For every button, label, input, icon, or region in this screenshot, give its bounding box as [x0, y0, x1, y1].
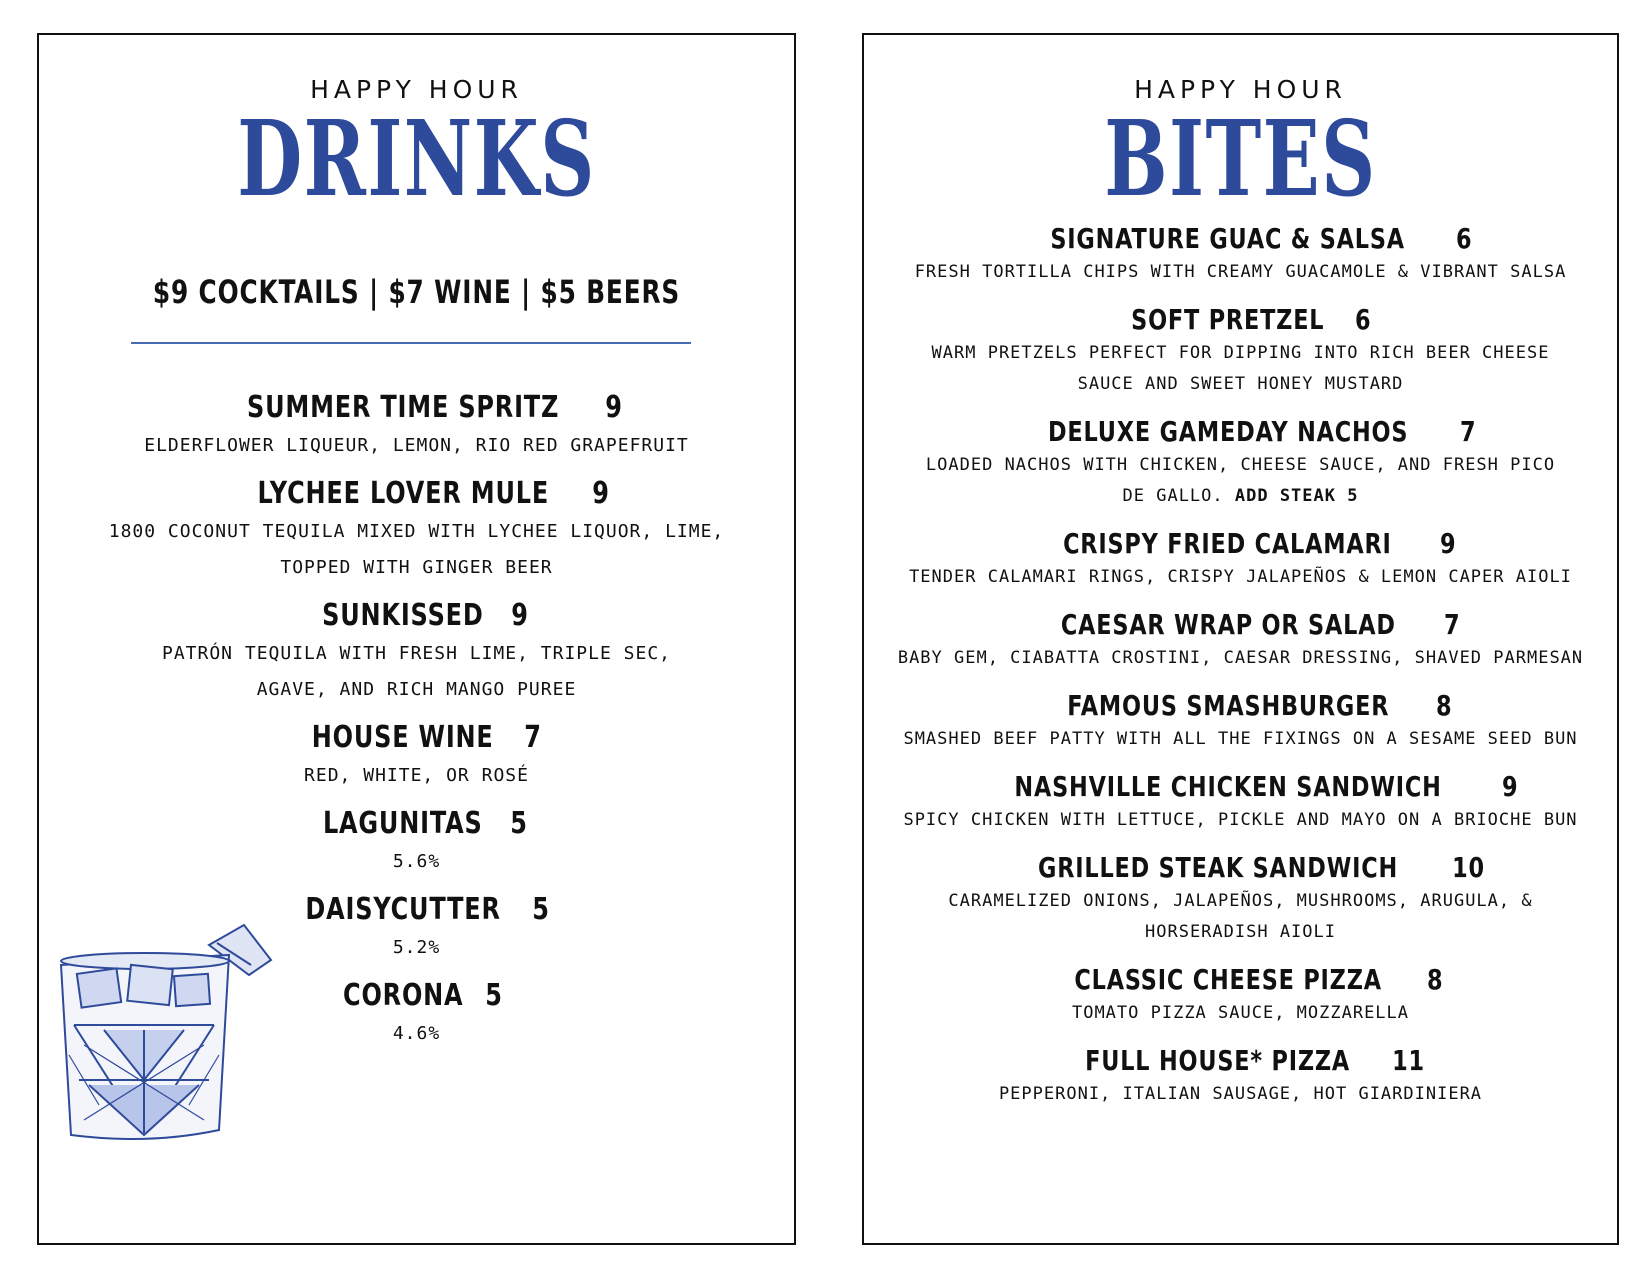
menu-item — [864, 414, 1617, 512]
menu-item-description: PEPPERONI, ITALIAN SAUSAGE, HOT GIARDINIERA — [998, 1084, 1483, 1104]
menu-item-price: 7 — [1459, 415, 1477, 448]
menu-item-name: SUMMER TIME SPRITZ — [247, 390, 560, 425]
menu-item — [864, 526, 1617, 593]
cocktail-glass-icon — [59, 905, 274, 1150]
menu-item-name: NASHVILLE CHICKEN SANDWICH — [1014, 770, 1442, 803]
menu-item-price: 7 — [523, 720, 542, 755]
menu-item-price: 10 — [1451, 851, 1485, 884]
drinks-title: DRINKS — [237, 97, 596, 220]
menu-item-name: CAESAR WRAP OR SALAD — [1060, 608, 1396, 641]
menu-item-name: HOUSE WINE — [312, 720, 495, 755]
menu-item-price: 7 — [1444, 608, 1461, 641]
menu-item-price: 9 — [592, 476, 610, 511]
menu-item-price: 9 — [1440, 527, 1457, 560]
menu-item-price: 6 — [1456, 222, 1473, 255]
menu-item — [864, 962, 1617, 1029]
menu-item-description: 5.6% — [392, 851, 441, 872]
menu-item-price: 8 — [1426, 963, 1444, 996]
menu-item — [864, 302, 1617, 400]
menu-item-description: LOADED NACHOS WITH CHICKEN, CHEESE SAUCE, AND FRESH PICO — [925, 455, 1556, 475]
menu-item — [864, 607, 1617, 674]
menu-item-price: 9 — [605, 390, 623, 425]
menu-item-description: RED, WHITE, OR ROSÉ — [304, 765, 529, 786]
menu-item-description: SAUCE AND SWEET HONEY MUSTARD — [1077, 374, 1404, 394]
menu-item — [864, 688, 1617, 755]
menu-item-description: 1800 COCONUT TEQUILA MIXED WITH LYCHEE LIQUOR, LIME, — [108, 521, 725, 542]
menu-item-name: LYCHEE LOVER MULE — [257, 476, 549, 511]
menu-item-name: CLASSIC CHEESE PIZZA — [1074, 963, 1382, 996]
menu-item-description: TOPPED WITH GINGER BEER — [280, 557, 553, 578]
menu-item-price: 5 — [532, 892, 550, 927]
drinks-menu-panel — [37, 33, 796, 1245]
menu-item — [39, 804, 794, 880]
menu-item-description: HORSERADISH AIOLI — [1145, 922, 1336, 942]
menu-item-description: TOMATO PIZZA SAUCE, MOZZARELLA — [1071, 1003, 1410, 1023]
menu-item-description: AGAVE, AND RICH MANGO PUREE — [256, 679, 577, 700]
bites-list — [864, 221, 1617, 1124]
menu-item — [864, 769, 1617, 836]
menu-item-name: LAGUNITAS — [323, 806, 483, 841]
menu-item-description: 4.6% — [392, 1023, 441, 1044]
drinks-divider — [131, 342, 691, 344]
menu-item-name: DAISYCUTTER — [305, 892, 501, 927]
menu-item-description: CARAMELIZED ONIONS, JALAPEÑOS, MUSHROOMS, ARUGULA, & — [948, 891, 1533, 911]
menu-item-description: FRESH TORTILLA CHIPS WITH CREAMY GUACAMOLE & VIBRANT SALSA — [914, 262, 1567, 282]
menu-item-name: FULL HOUSE* PIZZA — [1085, 1044, 1351, 1077]
menu-item-name: SUNKISSED — [322, 598, 484, 633]
menu-item-price: 6 — [1355, 303, 1372, 336]
menu-item-price: 5 — [509, 806, 528, 841]
menu-item-name: CORONA — [342, 978, 464, 1013]
menu-item-description: WARM PRETZELS PERFECT FOR DIPPING INTO RICH BEER CHEESE — [931, 343, 1550, 363]
menu-item-price: 11 — [1392, 1044, 1425, 1077]
menu-item-price: 8 — [1436, 689, 1453, 722]
menu-item-price: 9 — [1501, 770, 1519, 803]
bites-menu-panel — [862, 33, 1619, 1245]
menu-item-name: GRILLED STEAK SANDWICH — [1037, 851, 1398, 884]
bites-title: BITES — [1104, 97, 1377, 220]
menu-item — [39, 388, 794, 464]
menu-item-price: 9 — [511, 598, 529, 633]
drinks-price-summary: $9 COCKTAILS | $7 WINE | $5 BEERS — [152, 273, 681, 311]
drinks-kicker: HAPPY HOUR — [310, 75, 523, 104]
menu-item-name: SIGNATURE GUAC & SALSA — [1050, 222, 1406, 255]
menu-item-price: 5 — [485, 978, 503, 1013]
menu-item — [864, 221, 1617, 288]
menu-item-name: CRISPY FRIED CALAMARI — [1063, 527, 1393, 560]
menu-item — [864, 850, 1617, 948]
menu-item-description: SPICY CHICKEN WITH LETTUCE, PICKLE AND MAYO ON A BRIOCHE BUN — [903, 810, 1578, 830]
menu-item-name: SOFT PRETZEL — [1131, 303, 1325, 336]
menu-item-addon: ADD STEAK 5 — [1223, 486, 1359, 506]
menu-item-description: 5.2% — [392, 937, 441, 958]
menu-item-description: TENDER CALAMARI RINGS, CRISPY JALAPEÑOS & LEMON CAPER AIOLI — [909, 567, 1572, 587]
menu-item-name: DELUXE GAMEDAY NACHOS — [1047, 415, 1408, 448]
menu-item-name: FAMOUS SMASHBURGER — [1066, 689, 1389, 722]
menu-item-description: DE GALLO. ADD STEAK 5 — [1122, 486, 1359, 506]
menu-item-description: BABY GEM, CIABATTA CROSTINI, CAESAR DRESSING, SHAVED PARMESAN — [897, 648, 1584, 668]
menu-item-description: ELDERFLOWER LIQUEUR, LEMON, RIO RED GRAPEFRUIT — [144, 435, 689, 456]
bites-kicker: HAPPY HOUR — [1134, 75, 1347, 104]
menu-item — [39, 474, 794, 586]
menu-item — [39, 596, 794, 708]
menu-item-description: SMASHED BEEF PATTY WITH ALL THE FIXINGS ON A SESAME SEED BUN — [903, 729, 1578, 749]
menu-item — [39, 718, 794, 794]
menu-item — [864, 1043, 1617, 1110]
menu-item-description: PATRÓN TEQUILA WITH FRESH LIME, TRIPLE SEC, — [162, 643, 671, 664]
